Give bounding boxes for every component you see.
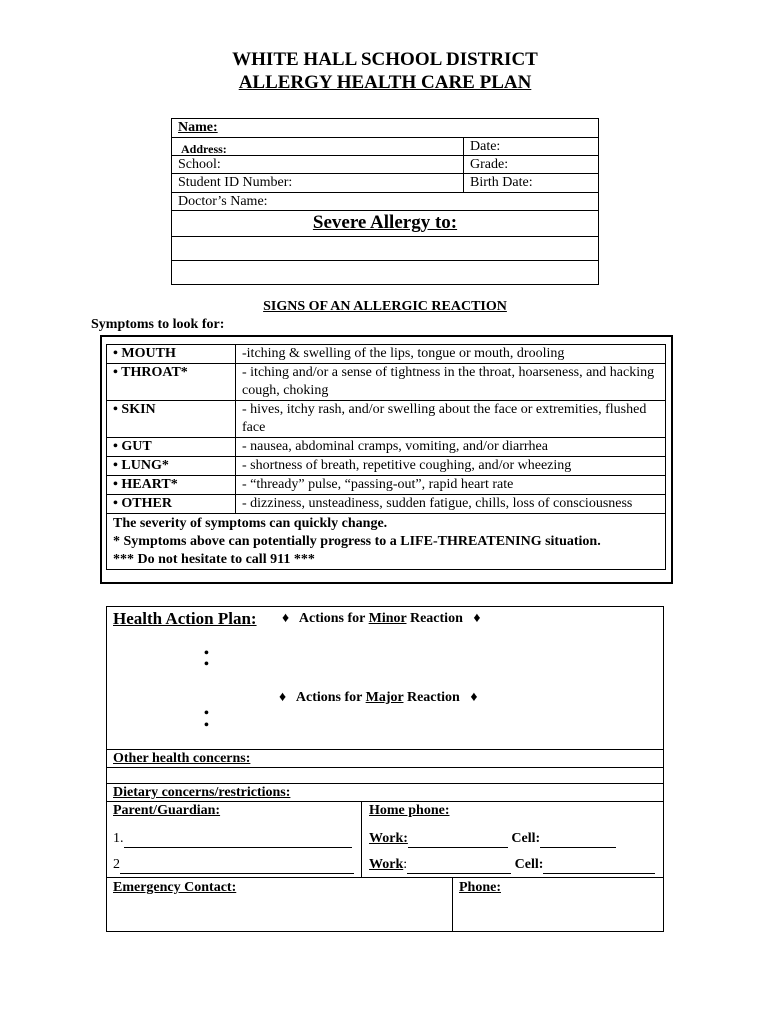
warning-severity: The severity of symptoms can quickly change. xyxy=(113,516,388,531)
signs-title: SIGNS OF AN ALLERGIC REACTION xyxy=(263,299,507,314)
birth-date-label: Birth Date: xyxy=(470,175,533,190)
major-bullet: • xyxy=(204,706,209,721)
table-row xyxy=(107,364,666,401)
table-row xyxy=(107,457,666,476)
diamond-icon: ♦ xyxy=(473,611,481,626)
symptom-key: • MOUTH xyxy=(107,345,236,364)
name-label: Name: xyxy=(178,120,218,135)
symptom-key-text: • OTHER xyxy=(113,496,172,511)
minor-prefix: Actions for xyxy=(298,611,369,626)
table-row xyxy=(107,401,666,438)
symptom-desc: - hives, itchy rash, and/or swelling about the face or extremities, flushed face xyxy=(236,401,666,438)
table-row xyxy=(107,345,666,364)
major-word: Major xyxy=(365,690,404,705)
date-label: Date: xyxy=(470,139,501,154)
minor-suffix: Reaction xyxy=(406,611,463,626)
table-row xyxy=(107,438,666,457)
work-label: Work: xyxy=(369,831,408,846)
minor-word: Minor xyxy=(368,611,407,626)
parent-2-number: 2 xyxy=(113,857,120,872)
symptom-key: • LUNG* xyxy=(107,457,236,476)
symptom-key: • GUT xyxy=(107,438,236,457)
work-1-line xyxy=(369,830,616,848)
symptom-desc: - shortness of breath, repetitive coughing, and/or wheezing xyxy=(236,457,666,476)
warning-life-threatening: * Symptoms above can potentially progress to a LIFE-THREATENING situation. xyxy=(113,534,601,549)
work-2-line xyxy=(369,856,655,874)
major-actions-heading xyxy=(279,689,478,707)
table-row xyxy=(107,476,666,495)
district-title: WHITE HALL SCHOOL DISTRICT xyxy=(232,49,538,70)
symptom-key xyxy=(107,495,236,514)
major-bullet: • xyxy=(204,718,209,733)
symptom-key: • HEART* xyxy=(107,476,236,495)
severe-allergy-label: Severe Allergy to: xyxy=(312,212,458,233)
doctor-label: Doctor’s Name: xyxy=(178,194,268,209)
symptom-key: • THROAT* xyxy=(107,364,236,401)
minor-bullet: • xyxy=(204,657,209,672)
action-plan-title: Health Action Plan: xyxy=(113,609,257,628)
cell-label: Cell: xyxy=(511,831,541,846)
symptoms-table xyxy=(106,344,666,570)
symptom-desc: - “thready” pulse, “passing-out”, rapid heart rate xyxy=(236,476,666,495)
diamond-icon: ♦ xyxy=(470,690,478,705)
cell-label: Cell: xyxy=(514,857,544,872)
parent-1-number: 1. xyxy=(113,831,124,846)
minor-bullet: • xyxy=(204,646,209,661)
plan-title: ALLERGY HEALTH CARE PLAN xyxy=(238,72,532,93)
diamond-icon: ♦ xyxy=(282,611,290,626)
student-id-label: Student ID Number: xyxy=(178,175,293,190)
minor-actions-heading xyxy=(282,610,481,628)
symptom-key: • SKIN xyxy=(107,401,236,438)
address-label: Address: xyxy=(181,142,227,156)
emergency-contact-label: Emergency Contact: xyxy=(113,880,237,895)
work-colon: : xyxy=(403,857,408,872)
work-label: Work xyxy=(369,857,404,872)
home-phone-label: Home phone: xyxy=(369,803,450,818)
grade-label: Grade: xyxy=(470,157,509,172)
symptom-desc: - itching and/or a sense of tightness in the throat, hoarseness, and hacking cough, choking xyxy=(236,364,666,401)
major-prefix: Actions for xyxy=(295,690,366,705)
symptom-desc: - dizziness, unsteadiness, sudden fatigue, chills, loss of consciousness xyxy=(236,495,666,514)
symptom-desc: - nausea, abdominal cramps, vomiting, and/or diarrhea xyxy=(236,438,666,457)
parent-guardian-label: Parent/Guardian: xyxy=(113,803,221,818)
phone-label: Phone: xyxy=(459,880,501,895)
symptoms-label: Symptoms to look for: xyxy=(91,317,225,332)
symptom-desc: -itching & swelling of the lips, tongue or mouth, drooling xyxy=(236,345,666,364)
parent-2-line xyxy=(113,856,354,874)
major-suffix: Reaction xyxy=(403,690,460,705)
parent-1-line xyxy=(113,830,352,848)
table-row xyxy=(107,495,666,514)
other-health-concerns-label: Other health concerns: xyxy=(113,751,251,766)
school-label: School: xyxy=(178,157,221,172)
warning-call-911: *** Do not hesitate to call 911 *** xyxy=(113,552,315,567)
dietary-label: Dietary concerns/restrictions: xyxy=(113,785,291,800)
warning-row xyxy=(107,514,666,570)
diamond-icon: ♦ xyxy=(279,690,287,705)
